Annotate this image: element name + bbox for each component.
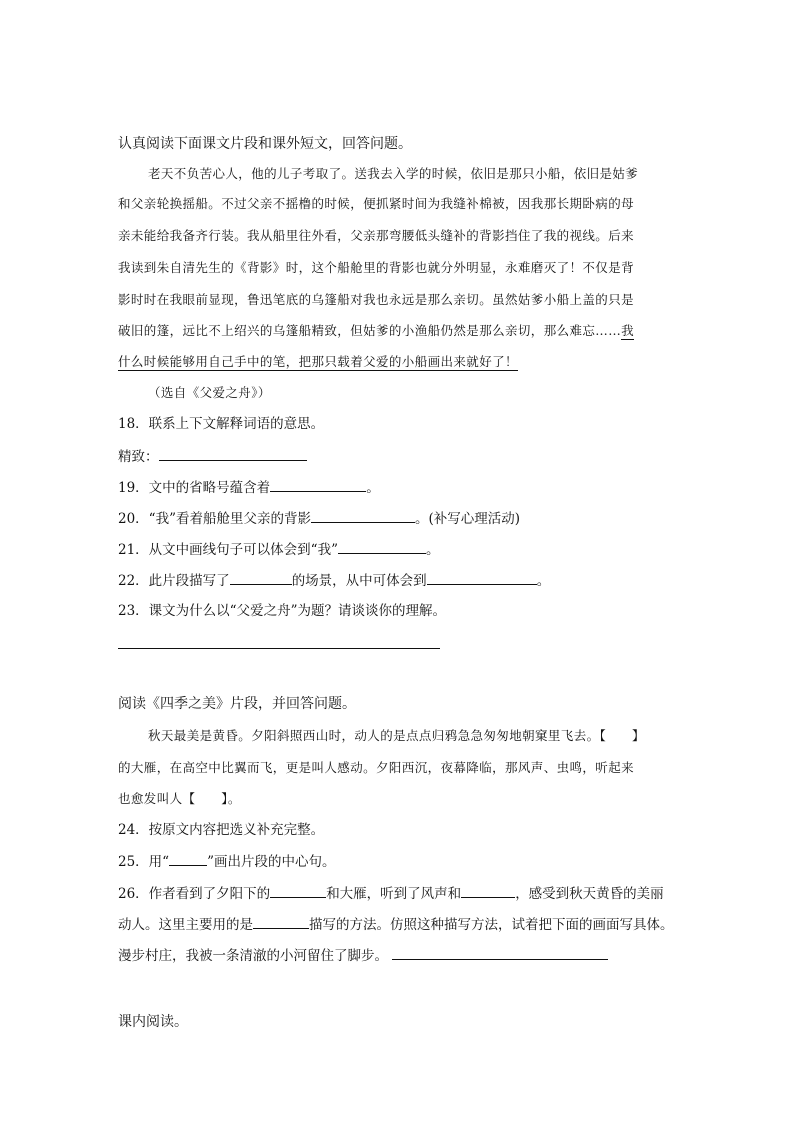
- q18-label: 精致：: [118, 449, 159, 465]
- passage-source: （选自《父爱之舟》）: [148, 385, 271, 400]
- q22-end: 。: [536, 573, 551, 589]
- q26-line2-end: 描写的方法。仿照这种描写方法，试着把下面的画面写具体。: [309, 917, 674, 933]
- q20-answer-blank[interactable]: [311, 508, 415, 523]
- q22-blank-1[interactable]: [230, 570, 292, 585]
- question-26-line-2: [118, 914, 674, 935]
- q22-middle: 的场景，从中可体会到: [291, 573, 427, 589]
- q26-line2-text: 动人。这里主要用的是: [118, 917, 253, 933]
- excerpt-line-1: 秋天最美是黄昏。夕阳斜照西山时，动人的是点点归鸦急急匆匆地朝窠里飞去。【 】: [148, 728, 645, 743]
- section2-heading: 阅读《四季之美》片段，并回答问题。: [118, 696, 356, 712]
- q26-end: ，感受到秋天黄昏的美丽: [515, 886, 664, 902]
- question-26-line-3: [118, 945, 608, 966]
- passage-line-2: 和父亲轮换摇船。不过父亲不摇橹的时候，便抓紧时间为我缝补棉被，因我那长期卧病的母: [118, 196, 635, 211]
- question-23: 23．课文为什么以“父爱之舟”为题？请谈谈你的理解。: [118, 603, 446, 619]
- q20-text: 20．“我”看着船舱里父亲的背影: [118, 511, 311, 527]
- section1-heading: 认真阅读下面课文片段和课外短文，回答问题。: [118, 136, 412, 152]
- q26-text: 26．作者看到了夕阳下的: [118, 886, 271, 902]
- passage-line-6-text: 破旧的篷，远比不上绍兴的乌篷船精致，但姑爹的小渔船仍然是那么亲切，那么难忘……: [118, 323, 622, 338]
- q25-underline-sample: [169, 851, 207, 866]
- passage-line-5: 影时时在我眼前显现，鲁迅笔底的乌篷船对我也永远是那么亲切。虽然姑爹小船上盖的只是: [118, 292, 635, 307]
- question-18: 18．联系上下文解释词语的意思。: [118, 416, 325, 432]
- q26-blank-3[interactable]: [253, 914, 309, 929]
- underlined-sentence-start: 我: [621, 323, 635, 338]
- question-25: [118, 851, 336, 872]
- question-20: [118, 508, 520, 529]
- q23-answer-line[interactable]: [118, 648, 440, 649]
- q20-end: 。(补写心理活动): [414, 511, 521, 527]
- question-18-answer-row: [118, 446, 307, 467]
- excerpt-line-2: 的大雁，在高空中比翼而飞，更是叫人感动。夕阳西沉，夜幕降临，那风声、虫鸣，听起来: [118, 760, 635, 775]
- q22-text: 22．此片段描写了: [118, 573, 230, 589]
- question-22: [118, 570, 550, 591]
- passage-line-7: [118, 352, 518, 372]
- excerpt-line-3: 也愈发叫人【 】。: [118, 791, 241, 806]
- q26-blank-2[interactable]: [461, 883, 515, 898]
- q26-blank-1[interactable]: [270, 883, 326, 898]
- passage-line-4: 我读到朱自清先生的《背影》时，这个船舱里的背影也就分外明显，永难磨灭了！不仅是背: [118, 260, 635, 275]
- q19-end: 。: [366, 480, 380, 496]
- q25-end: ”画出片段的中心句。: [207, 854, 336, 870]
- underlined-sentence: 什么时候能够用自己手中的笔，把那只载着父爱的小船画出来就好了！: [118, 354, 518, 369]
- q21-text: 21．从文中画线句子可以体会到“我”: [118, 542, 338, 558]
- q18-answer-blank[interactable]: [159, 446, 307, 461]
- q26-middle: 和大雁，听到了风声和: [326, 886, 462, 902]
- q25-text: 25．用“: [118, 854, 170, 870]
- q21-answer-blank[interactable]: [338, 539, 426, 554]
- q21-end: 。: [425, 542, 440, 558]
- passage-line-6: [118, 321, 634, 341]
- q19-answer-blank[interactable]: [270, 477, 366, 492]
- passage-line-1: 老天不负苦心人，他的儿子考取了。送我去入学的时候，依旧是那只小船，依旧是姑爹: [148, 166, 639, 181]
- q26-prompt: 漫步村庄，我被一条清澈的小河留住了脚步。: [118, 948, 388, 964]
- question-24: 24．按原文内容把选义补充完整。: [118, 822, 325, 838]
- section3-heading: 课内阅读。: [118, 1014, 188, 1030]
- q26-writing-blank[interactable]: [392, 945, 608, 960]
- question-19: [118, 477, 380, 498]
- q19-text: 19．文中的省略号蕴含着: [118, 480, 271, 496]
- passage-line-3: 亲未能给我备齐行装。我从船里往外看，父亲那弯腰低头缝补的背影挡住了我的视线。后来: [118, 228, 635, 243]
- question-21: [118, 539, 439, 560]
- question-26: [118, 883, 664, 904]
- q22-blank-2[interactable]: [427, 570, 537, 585]
